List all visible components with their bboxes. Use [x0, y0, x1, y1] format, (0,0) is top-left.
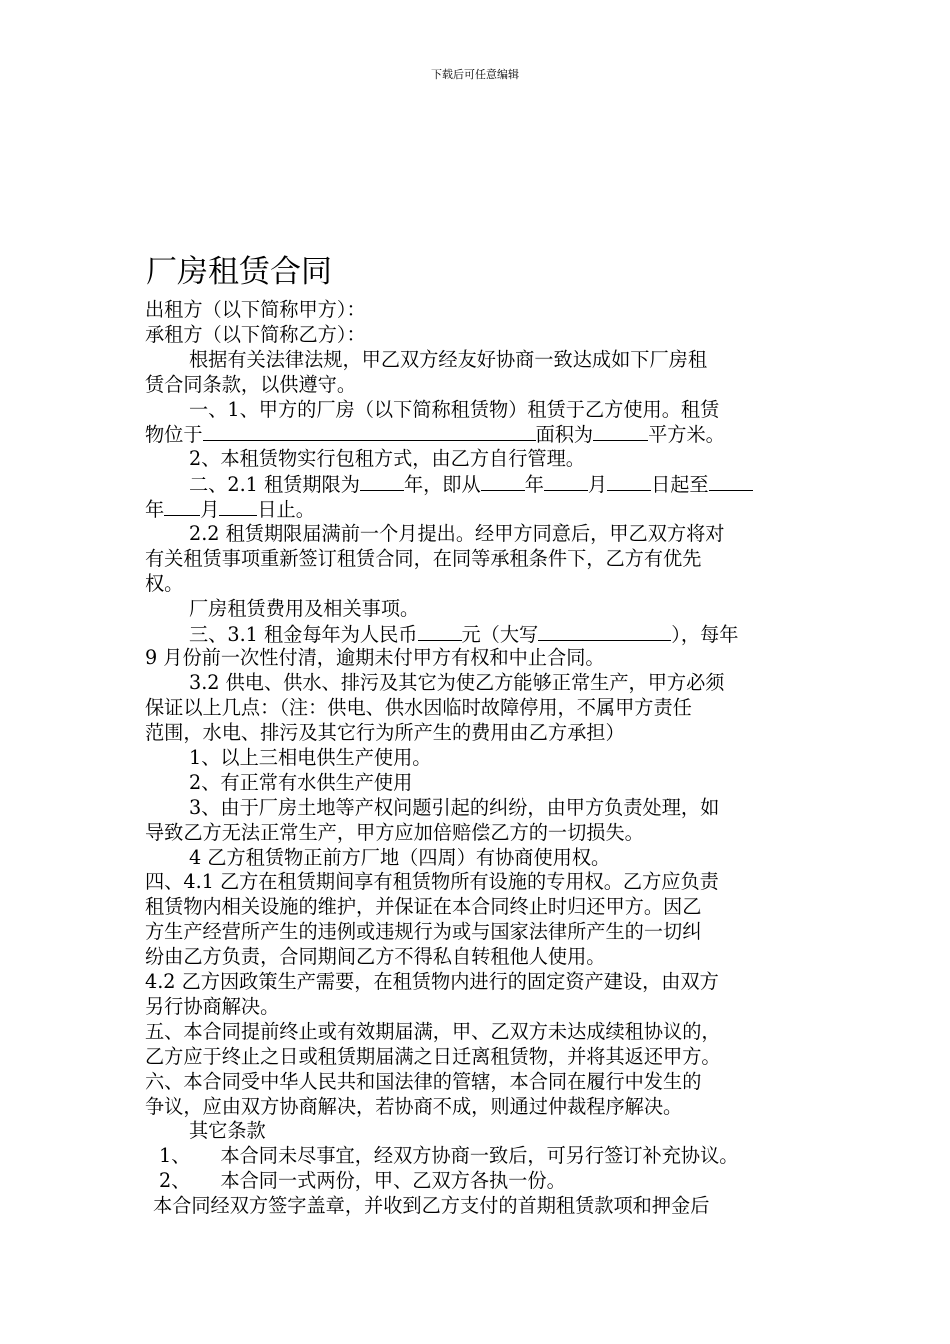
- lessor-line: 出租方（以下简称甲方）：: [145, 298, 366, 321]
- start-day-blank: [607, 472, 651, 491]
- lessee-line: 承租方（以下简称乙方）：: [145, 322, 366, 346]
- clause-3-2-line: 保证以上几点：（注：供电、供水因临时故障停用，不属甲方责任: [145, 696, 692, 720]
- list-item: 4 乙方租赁物正前方厂地（四周）有协商使用权。: [189, 845, 611, 869]
- clause-4-2-line: 4.2 乙方因政策生产需要，在租赁物内进行的固定资产建设，由双方: [145, 970, 719, 994]
- clause-1-line: 一、1、甲方的厂房（以下简称租赁物）租赁于乙方使用。租赁: [189, 397, 720, 421]
- clause-2-2-line: 2.2 租赁期限届满前一个月提出。经甲方同意后，甲乙双方将对: [189, 522, 725, 546]
- text-fragment: 年: [145, 498, 165, 522]
- clause-3-2-line: 3.2 供电、供水、排污及其它为使乙方能够正常生产，甲方必须: [189, 671, 725, 695]
- text-fragment: 二、2.1 租赁期限为: [189, 473, 360, 497]
- text-fragment: 日止。: [257, 498, 315, 522]
- item-number: 1、: [159, 1144, 191, 1168]
- text-fragment: 日起至: [651, 473, 709, 497]
- clause-2-2-line: 有关租赁事项重新签订租赁合同，在同等承租条件下，乙方有优先: [145, 546, 702, 570]
- area-blank: [593, 422, 648, 441]
- rent-words-blank: [538, 622, 671, 641]
- text-fragment: 元（大写: [461, 622, 539, 646]
- clause-4-line: 方生产经营所产生的违例或违规行为或与国家法律所产生的一切纠: [145, 920, 702, 944]
- term-years-blank: [360, 472, 404, 491]
- text-fragment: 年: [524, 473, 544, 497]
- text-fragment: 年，即从: [403, 473, 481, 497]
- item-number: 2、: [159, 1169, 191, 1193]
- section-heading: 厂房租赁费用及相关事项。: [189, 596, 420, 620]
- document-title: 厂房租赁合同: [146, 254, 332, 290]
- clause-4-2-line: 另行协商解决。: [145, 994, 280, 1018]
- text-fragment: 本合同一式两份，甲、乙双方各执一份。: [220, 1169, 566, 1193]
- text-fragment: 月: [200, 498, 220, 522]
- clause-4-line: 租赁物内相关设施的维护，并保证在本合同终止时归还甲方。因乙: [145, 895, 702, 919]
- clause-4-line: 纷由乙方负责，合同期间乙方不得私自转租他人使用。: [145, 945, 606, 969]
- location-blank: [203, 422, 536, 441]
- text-fragment: 平方米。: [648, 423, 725, 447]
- end-day-blank: [219, 497, 257, 516]
- text-fragment: ），每年: [671, 622, 739, 646]
- header-note: 下载后可任意编辑: [431, 68, 519, 81]
- clause-1-line: [145, 422, 807, 447]
- text-fragment: 面积为: [535, 423, 594, 447]
- clause-3-line: [145, 622, 807, 647]
- list-item: [145, 1169, 807, 1194]
- clause-5-line: 五、本合同提前终止或有效期届满，甲、乙双方未达成续租协议的，: [145, 1019, 721, 1043]
- clause-2-2-line: 权。: [145, 571, 184, 595]
- list-item: 1、以上三相电供生产使用。: [189, 746, 432, 770]
- clause-3-line: 9 月份前一次性付清，逾期未付甲方有权和中止合同。: [145, 646, 605, 670]
- rent-amount-blank: [418, 622, 462, 641]
- section-heading: 其它条款: [189, 1119, 266, 1143]
- clause-1-2-line: 2、本租赁物实行包租方式，由乙方自行管理。: [189, 447, 585, 471]
- start-month-blank: [544, 472, 588, 491]
- end-month-blank: [164, 497, 200, 516]
- clause-2-line: [145, 472, 807, 497]
- list-item: [145, 1144, 807, 1169]
- clause-6-line: 六、本合同受中华人民共和国法律的管辖，本合同在履行中发生的: [145, 1069, 702, 1093]
- start-year-blank: [481, 472, 525, 491]
- list-item: 导致乙方无法正常生产，甲方应加倍赔偿乙方的一切损失。: [145, 820, 644, 844]
- clause-6-line: 争议，应由双方协商解决，若协商不成，则通过仲裁程序解决。: [145, 1094, 683, 1118]
- closing-line: 本合同经双方签字盖章，并收到乙方支付的首期租赁款项和押金后: [153, 1194, 710, 1218]
- contract-body: [145, 298, 807, 1219]
- list-item: 3、由于厂房土地等产权问题引起的纠纷，由甲方负责处理，如: [189, 795, 720, 819]
- text-fragment: 本合同未尽事宜，经双方协商一致后，可另行签订补充协议。: [220, 1144, 739, 1168]
- preamble-line: 赁合同条款，以供遵守。: [145, 372, 357, 396]
- clause-4-line: 四、4.1 乙方在租赁期间享有租赁物所有设施的专用权。乙方应负责: [145, 870, 719, 894]
- end-year-blank: [709, 472, 753, 491]
- clause-5-line: 乙方应于终止之日或租赁期届满之日迁离租赁物，并将其返还甲方。: [145, 1044, 721, 1068]
- list-item: 2、有正常有水供生产使用: [189, 770, 413, 794]
- clause-2-line: [145, 497, 807, 522]
- preamble-line: 根据有关法律法规，甲乙双方经友好协商一致达成如下厂房租: [189, 347, 708, 371]
- text-fragment: 物位于: [145, 423, 203, 447]
- clause-3-2-line: 范围，水电、排污及其它行为所产生的费用由乙方承担）: [145, 721, 625, 745]
- text-fragment: 三、3.1 租金每年为人民币: [189, 622, 418, 646]
- text-fragment: 月: [587, 473, 608, 497]
